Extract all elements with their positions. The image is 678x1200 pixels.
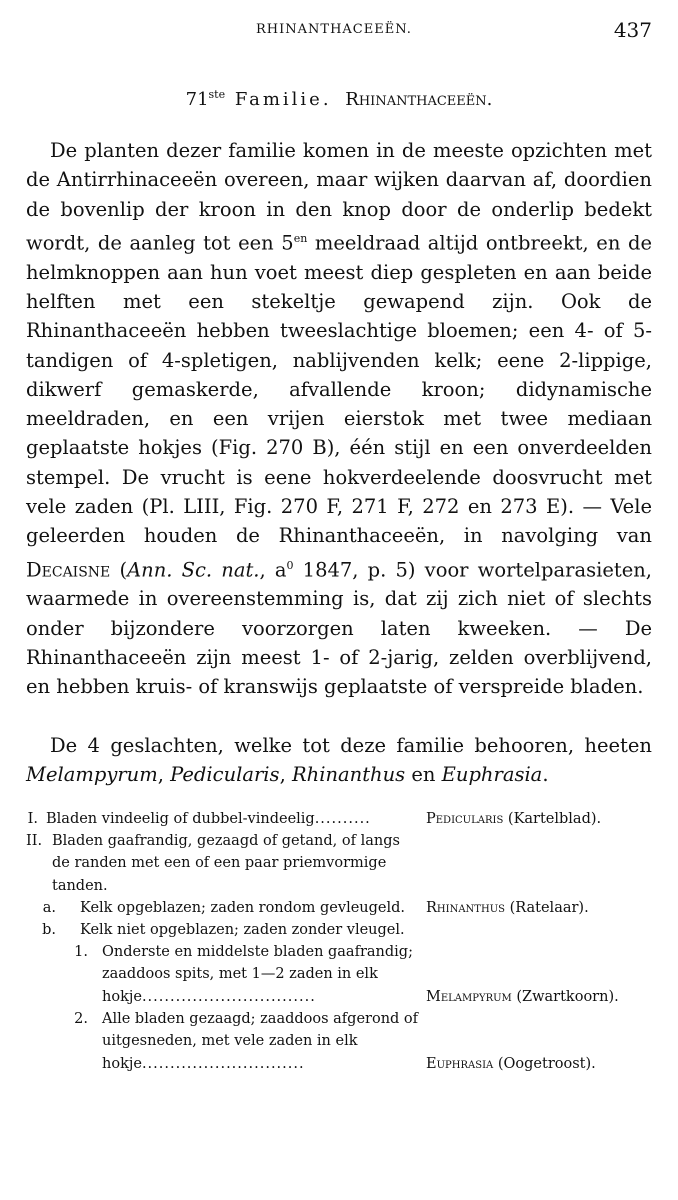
family-number: 71: [185, 89, 209, 110]
key-entry: [26, 919, 656, 941]
key-result: [426, 986, 619, 1008]
key-number: 2.: [74, 1011, 88, 1027]
common-name: (Oogetroost).: [493, 1056, 596, 1072]
key-description: [80, 919, 430, 941]
common-name: (Kartelblad).: [503, 811, 602, 827]
key-result: [426, 808, 601, 830]
identification-key: [26, 808, 656, 1075]
leader-dots: ...............................: [141, 988, 316, 1005]
genus-name: Melampyrum: [26, 763, 158, 787]
common-name: (Ratelaar).: [504, 900, 589, 916]
key-description: [52, 830, 422, 897]
key-text: Bladen vindeelig of dubbel-vindeelig: [46, 811, 315, 827]
text-run: meeldraad altijd ontbreekt, en de helmknoppen aan hun voet meest diep gespleten en aan beide helften met een stekeltje gewapend zijn. Ook de Rhinanthaceeën hebben tweeslachtige bloemen; een 4- of 5-tandigen of 4-spletigen, nablijvenden kelk; eene 2-lippige, dikwerf gemaskerde, afvallende kroon; didynamische meeldraden, en een vrijen eierstok met twee mediaan geplaatste hokjes (Fig. 270 B), één stijl en een onverdeelden stempel. De vrucht is eene hokverdeelende doosvrucht met vele zaden (Pl. LIII, Fig. 270 F, 271 F, 272 en 273 E). — Vele geleerden houden de Rhinanthaceeën, in navolging van: [26, 231, 652, 548]
key-text: Alle bladen gezaagd; zaaddoos afgerond of uitgesneden, met vele zaden in elk hokje: [102, 1011, 419, 1072]
text-run: De planten dezer familie komen in de meeste opzichten met de Antirrhinaceeën overeen, maar wijken daarvan af, doordien de bovenlip der kroon in den knop door de onderlip bedekt wordt, de aanleg tot een 5: [26, 139, 652, 255]
journal-title: Ann. Sc. nat.: [127, 558, 260, 582]
text-run: De 4 geslachten, welke tot deze familie behooren, heeten: [50, 734, 652, 757]
text-run: (: [110, 558, 128, 582]
paragraph-2: [26, 731, 652, 790]
key-text: Kelk niet opgeblazen; zaden zonder vleugel.: [80, 922, 405, 938]
text-run: 1847, p. 5) voor wortelparasieten, waarmede in overeenstemming is, dat zij zich niet of slechts onder bijzondere voorzorgen laten kweeken. — De Rhinanthaceeën zijn meest 1- of 2-jarig, zelden overblijvend, en hebben kruis- of kranswijs geplaatste of verspreide bladen.: [26, 558, 653, 699]
key-text: Kelk opgeblazen; zaden rondom gevleugeld.: [80, 900, 406, 916]
family-name: Rhinanthaceeën.: [345, 89, 493, 110]
text-run: .: [542, 763, 549, 787]
author-name: Decaisne: [26, 558, 111, 582]
key-text: Onderste en middelste bladen gaafrandig; zaaddoos spits, met 1—2 zaden in elk hokje: [102, 944, 413, 1005]
paragraph-description: [26, 136, 652, 702]
text-run: ,: [157, 763, 171, 787]
text-run: en: [405, 763, 442, 787]
common-name: (Zwartkoorn).: [511, 989, 619, 1005]
key-number: b.: [42, 922, 56, 938]
superscript: 0: [286, 558, 294, 572]
genus-name: Pedicularis: [426, 811, 504, 827]
key-description: [102, 1008, 424, 1075]
leader-dots: ..........: [314, 811, 371, 827]
page-number: 437: [613, 18, 652, 42]
genus-name: Rhinanthus: [426, 900, 505, 916]
running-title: RHINANTHACEEËN.: [256, 22, 412, 37]
genus-name: Euphrasia: [441, 763, 543, 787]
key-result: [426, 1053, 596, 1075]
key-number: II.: [26, 833, 43, 849]
leader-dots: .............................: [141, 1055, 305, 1072]
key-entry: [26, 897, 656, 919]
family-number-suffix: ste: [208, 88, 226, 101]
key-description: [80, 897, 430, 919]
key-number: a.: [42, 900, 56, 916]
superscript: en: [293, 231, 308, 245]
text-run: ,: [279, 763, 292, 787]
key-entry: [26, 808, 656, 830]
paragraph-genera: [26, 731, 652, 790]
family-word: Familie.: [234, 89, 332, 110]
page-header: [0, 18, 678, 48]
genus-name: Euphrasia: [426, 1056, 494, 1072]
key-number: 1.: [74, 944, 88, 960]
text-run: , a: [259, 558, 287, 582]
family-heading: [0, 88, 678, 110]
key-entry: [26, 830, 656, 897]
genus-name: Melampyrum: [426, 989, 512, 1005]
key-entry: [26, 1008, 656, 1075]
paragraph-1: [26, 136, 652, 702]
key-result: [426, 897, 589, 919]
key-description: [46, 808, 421, 830]
genus-name: Pedicularis: [170, 763, 280, 787]
key-number: I.: [27, 811, 38, 827]
key-description: [102, 941, 424, 1008]
genus-name: Rhinanthus: [291, 763, 406, 787]
key-text: Bladen gaafrandig, gezaagd of getand, of langs de randen met een of een paar priemvormige tanden.: [52, 833, 400, 894]
key-entry: [26, 941, 656, 1008]
